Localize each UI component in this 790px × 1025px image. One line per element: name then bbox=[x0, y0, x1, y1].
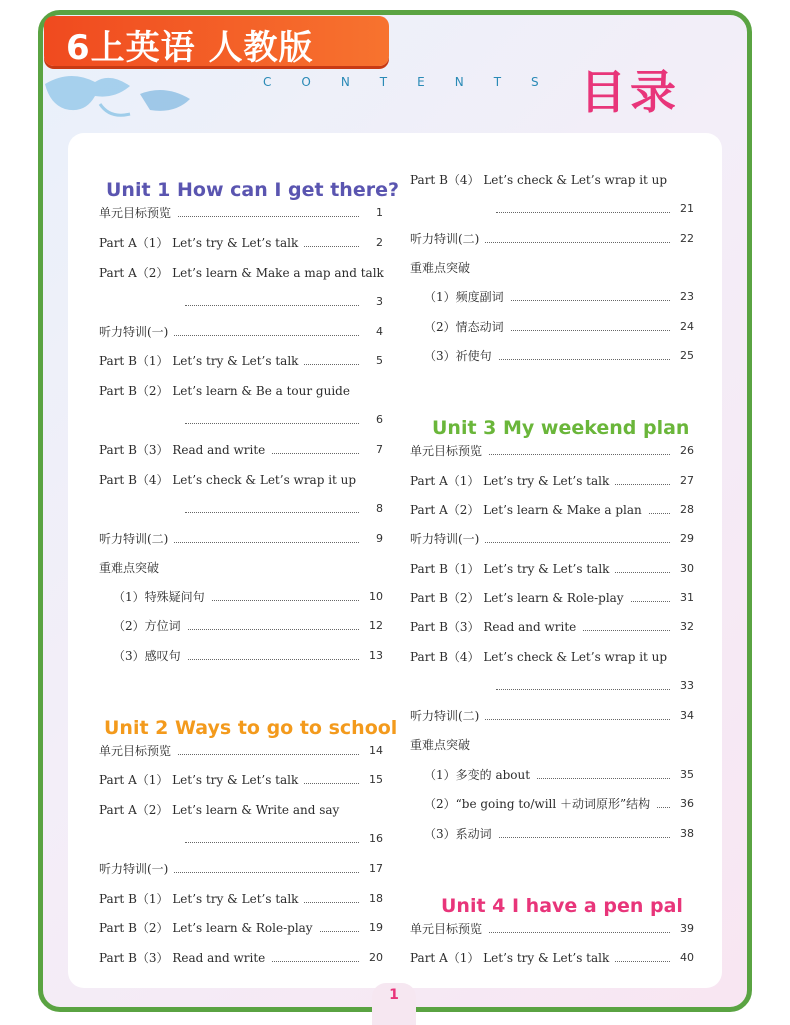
toc-entry-label: （2）情态动词 bbox=[424, 318, 510, 336]
toc-entry-page: 22 bbox=[680, 232, 694, 245]
toc-entry-page: 4 bbox=[376, 325, 383, 338]
toc-entry[interactable] bbox=[99, 471, 383, 489]
toc-entry-label: Part A（1） Let’s try & Let’s talk bbox=[410, 949, 615, 967]
toc-entry-label: Part B（1） Let’s try & Let’s talk bbox=[99, 352, 304, 370]
toc-entry-label: Part B（2） Let’s learn & Be a tour guide bbox=[99, 382, 356, 400]
toc-entry[interactable] bbox=[424, 288, 694, 306]
toc-entry-page: 26 bbox=[680, 444, 694, 457]
toc-entry[interactable] bbox=[410, 442, 694, 460]
toc-entry-page: 13 bbox=[369, 649, 383, 662]
page-number: 1 bbox=[389, 987, 399, 1003]
toc-entry[interactable] bbox=[410, 230, 694, 248]
toc-entry-label: Part B（3） Read and write bbox=[99, 949, 271, 967]
leader-dots bbox=[185, 842, 359, 843]
toc-entry[interactable] bbox=[410, 171, 694, 189]
toc-entry[interactable] bbox=[99, 323, 383, 341]
toc-entry[interactable] bbox=[99, 919, 383, 937]
toc-entry-label: Part A（1） Let’s try & Let’s talk bbox=[99, 234, 304, 252]
toc-entry-label: 听力特训(二) bbox=[99, 530, 174, 548]
toc-entry-page: 35 bbox=[680, 768, 694, 781]
toc-entry-page: 1 bbox=[376, 206, 383, 219]
toc-entry-page: 5 bbox=[376, 354, 383, 367]
toc-entry-label: 听力特训(一) bbox=[410, 530, 485, 548]
toc-entry-label: Part B（3） Read and write bbox=[410, 618, 582, 636]
toc-entry-label: 重难点突破 bbox=[410, 259, 476, 277]
toc-entry[interactable] bbox=[99, 234, 383, 252]
toc-entry-page: 34 bbox=[680, 709, 694, 722]
toc-entry-label: （1）特殊疑问句 bbox=[113, 588, 211, 606]
leader-dots bbox=[185, 423, 359, 424]
banner-text: 6上英语 人教版 bbox=[66, 28, 314, 68]
toc-entry-label: Part A（2） Let’s learn & Write and say bbox=[99, 801, 345, 819]
unit-2-title[interactable]: Unit 2 Ways to go to school bbox=[104, 717, 398, 739]
toc-entry-label: 单元目标预览 bbox=[99, 742, 177, 760]
toc-entry[interactable] bbox=[99, 559, 383, 577]
toc-entry-label: 听力特训(二) bbox=[410, 707, 485, 725]
toc-entry-page: 7 bbox=[376, 443, 383, 456]
toc-entry[interactable] bbox=[99, 890, 383, 908]
toc-entry[interactable] bbox=[113, 617, 383, 635]
toc-entry-label: Part A（1） Let’s try & Let’s talk bbox=[99, 771, 304, 789]
toc-entry[interactable] bbox=[496, 200, 694, 218]
toc-entry-label: Part B（1） Let’s try & Let’s talk bbox=[410, 560, 615, 578]
toc-entry-label: （1）多变的 about bbox=[424, 766, 536, 784]
toc-entry-page: 12 bbox=[369, 619, 383, 632]
toc-entry-page: 15 bbox=[369, 773, 383, 786]
toc-entry-label: Part B（3） Read and write bbox=[99, 441, 271, 459]
toc-entry-page: 36 bbox=[680, 797, 694, 810]
toc-entry-label: Part B（2） Let’s learn & Role-play bbox=[410, 589, 630, 607]
toc-entry-page: 14 bbox=[369, 744, 383, 757]
toc-entry[interactable] bbox=[410, 560, 694, 578]
toc-entry-page: 28 bbox=[680, 503, 694, 516]
toc-entry-label: （3）祈使句 bbox=[424, 347, 498, 365]
toc-entry-page: 20 bbox=[369, 951, 383, 964]
toc-entry-page: 38 bbox=[680, 827, 694, 840]
toc-entry-label: （2）方位词 bbox=[113, 617, 187, 635]
toc-entry-page: 24 bbox=[680, 320, 694, 333]
toc-entry-label: Part B（4） Let’s check & Let’s wrap it up bbox=[410, 171, 673, 189]
toc-entry-label: Part A（2） Let’s learn & Make a map and talk bbox=[99, 264, 390, 282]
toc-entry[interactable] bbox=[410, 648, 694, 666]
toc-entry-page: 21 bbox=[680, 202, 694, 215]
toc-entry[interactable] bbox=[424, 825, 694, 843]
toc-entry-page: 19 bbox=[369, 921, 383, 934]
toc-entry-label: Part B（4） Let’s check & Let’s wrap it up bbox=[99, 471, 362, 489]
grade-banner bbox=[44, 16, 389, 66]
toc-entry-page: 18 bbox=[369, 892, 383, 905]
leader-dots bbox=[496, 212, 670, 213]
toc-entry-label: Part B（1） Let’s try & Let’s talk bbox=[99, 890, 304, 908]
toc-entry-label: Part A（1） Let’s try & Let’s talk bbox=[410, 472, 615, 490]
toc-entry-label: 单元目标预览 bbox=[99, 204, 177, 222]
toc-entry[interactable] bbox=[410, 259, 694, 277]
toc-entry[interactable] bbox=[410, 949, 694, 967]
toc-entry-page: 31 bbox=[680, 591, 694, 604]
toc-entry-label: 重难点突破 bbox=[410, 736, 476, 754]
toc-entry[interactable] bbox=[185, 500, 383, 518]
toc-entry-label: （3）感叹句 bbox=[113, 647, 187, 665]
toc-entry[interactable] bbox=[99, 771, 383, 789]
leader-dots bbox=[185, 305, 359, 306]
unit-1-title[interactable]: Unit 1 How can I get there? bbox=[106, 179, 399, 201]
toc-entry-page: 33 bbox=[680, 679, 694, 692]
toc-entry-label: （3）系动词 bbox=[424, 825, 498, 843]
unit-3-title[interactable]: Unit 3 My weekend plan bbox=[432, 417, 690, 439]
toc-entry[interactable] bbox=[99, 441, 383, 459]
toc-entry-label: 单元目标预览 bbox=[410, 920, 488, 938]
toc-entry[interactable] bbox=[496, 677, 694, 695]
toc-entry[interactable] bbox=[410, 736, 694, 754]
toc-entry-page: 6 bbox=[376, 413, 383, 426]
toc-entry-page: 2 bbox=[376, 236, 383, 249]
toc-entry[interactable] bbox=[99, 801, 383, 819]
toc-entry-page: 23 bbox=[680, 290, 694, 303]
leader-dots bbox=[185, 512, 359, 513]
toc-entry[interactable] bbox=[410, 618, 694, 636]
toc-entry-page: 16 bbox=[369, 832, 383, 845]
toc-entry-label: Part B（2） Let’s learn & Role-play bbox=[99, 919, 319, 937]
toc-entry[interactable] bbox=[99, 949, 383, 967]
toc-entry-label: （1）频度副词 bbox=[424, 288, 510, 306]
toc-entry-page: 29 bbox=[680, 532, 694, 545]
toc-entry[interactable] bbox=[410, 472, 694, 490]
toc-entry-page: 30 bbox=[680, 562, 694, 575]
toc-entry-page: 27 bbox=[680, 474, 694, 487]
toc-entry-label: 听力特训(一) bbox=[99, 860, 174, 878]
toc-entry-page: 17 bbox=[369, 862, 383, 875]
toc-entry-label: （2）“be going to/will ＋动词原形”结构 bbox=[424, 795, 656, 813]
toc-entry-page: 32 bbox=[680, 620, 694, 633]
toc-entry-label: Part A（2） Let’s learn & Make a plan bbox=[410, 501, 648, 519]
toc-entry[interactable] bbox=[99, 382, 383, 400]
toc-entry-label: 听力特训(一) bbox=[99, 323, 174, 341]
toc-entry-label: 单元目标预览 bbox=[410, 442, 488, 460]
leader-dots bbox=[496, 689, 670, 690]
toc-entry[interactable] bbox=[99, 352, 383, 370]
toc-entry[interactable] bbox=[424, 347, 694, 365]
toc-entry-page: 39 bbox=[680, 922, 694, 935]
toc-entry[interactable] bbox=[113, 588, 383, 606]
toc-entry-page: 9 bbox=[376, 532, 383, 545]
toc-entry[interactable] bbox=[99, 204, 383, 222]
toc-entry[interactable] bbox=[99, 742, 383, 760]
page-number-tab bbox=[372, 983, 416, 1025]
unit-4-title[interactable]: Unit 4 I have a pen pal bbox=[441, 895, 683, 917]
toc-entry[interactable] bbox=[424, 795, 694, 813]
toc-entry-label: 重难点突破 bbox=[99, 559, 165, 577]
toc-entry[interactable] bbox=[113, 647, 383, 665]
toc-entry[interactable] bbox=[424, 766, 694, 784]
page-title: 目录 bbox=[580, 65, 680, 119]
toc-entry-page: 3 bbox=[376, 295, 383, 308]
toc-entry-page: 25 bbox=[680, 349, 694, 362]
toc-entry[interactable] bbox=[99, 264, 383, 282]
toc-entry[interactable] bbox=[410, 530, 694, 548]
toc-entry-page: 8 bbox=[376, 502, 383, 515]
toc-entry[interactable] bbox=[99, 530, 383, 548]
toc-entry[interactable] bbox=[410, 589, 694, 607]
toc-entry[interactable] bbox=[99, 860, 383, 878]
toc-entry[interactable] bbox=[410, 707, 694, 725]
toc-entry[interactable] bbox=[185, 830, 383, 848]
toc-entry[interactable] bbox=[185, 293, 383, 311]
toc-entry-page: 10 bbox=[369, 590, 383, 603]
toc-entry-page: 40 bbox=[680, 951, 694, 964]
toc-entry[interactable] bbox=[410, 920, 694, 938]
toc-entry[interactable] bbox=[424, 318, 694, 336]
decor-splash-icon bbox=[40, 64, 210, 134]
toc-entry[interactable] bbox=[410, 501, 694, 519]
toc-entry[interactable] bbox=[185, 411, 383, 429]
toc-entry-label: Part B（4） Let’s check & Let’s wrap it up bbox=[410, 648, 673, 666]
toc-entry-label: 听力特训(二) bbox=[410, 230, 485, 248]
contents-label: CONTENTS bbox=[263, 75, 569, 89]
